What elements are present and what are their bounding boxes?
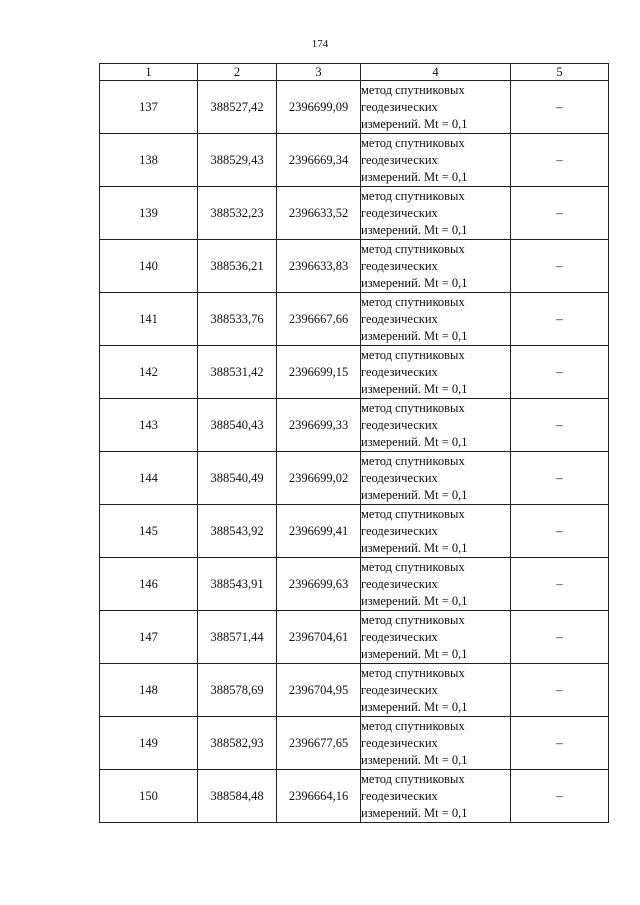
coordinate-y-cell: 2396699,41 xyxy=(277,505,361,558)
method-description-cell xyxy=(361,664,511,717)
method-description-cell xyxy=(361,293,511,346)
note-cell: – xyxy=(511,770,609,823)
method-line: метод спутниковых xyxy=(361,559,465,574)
table-body xyxy=(100,81,609,823)
table-row xyxy=(100,452,609,505)
coordinate-y-cell: 2396699,02 xyxy=(277,452,361,505)
point-number-cell: 148 xyxy=(100,664,198,717)
method-description-cell xyxy=(361,611,511,664)
point-number-cell: 141 xyxy=(100,293,198,346)
method-line: геодезических xyxy=(361,99,438,114)
table-header-row xyxy=(100,64,609,81)
coordinate-y-cell: 2396704,95 xyxy=(277,664,361,717)
method-line: измерений. Mt = 0,1 xyxy=(361,699,468,714)
point-number-cell: 147 xyxy=(100,611,198,664)
method-description-cell xyxy=(361,346,511,399)
note-cell: – xyxy=(511,558,609,611)
coordinate-y-cell: 2396667,66 xyxy=(277,293,361,346)
point-number-cell: 150 xyxy=(100,770,198,823)
method-line: измерений. Mt = 0,1 xyxy=(361,646,468,661)
table-row xyxy=(100,505,609,558)
coordinates-table xyxy=(99,63,609,823)
table-row xyxy=(100,558,609,611)
coordinate-y-cell: 2396664,16 xyxy=(277,770,361,823)
method-line: метод спутниковых xyxy=(361,718,465,733)
method-line: геодезических xyxy=(361,735,438,750)
table-row xyxy=(100,134,609,187)
method-line: геодезических xyxy=(361,417,438,432)
method-line: метод спутниковых xyxy=(361,665,465,680)
method-description-cell xyxy=(361,505,511,558)
note-cell: – xyxy=(511,452,609,505)
table-row xyxy=(100,664,609,717)
table-row xyxy=(100,770,609,823)
method-line: измерений. Mt = 0,1 xyxy=(361,752,468,767)
method-line: метод спутниковых xyxy=(361,506,465,521)
coordinate-x-cell: 388571,44 xyxy=(198,611,277,664)
method-line: геодезических xyxy=(361,470,438,485)
method-line: метод спутниковых xyxy=(361,294,465,309)
coordinate-y-cell: 2396699,63 xyxy=(277,558,361,611)
method-description-cell xyxy=(361,134,511,187)
method-line: метод спутниковых xyxy=(361,453,465,468)
table-row xyxy=(100,611,609,664)
coordinate-x-cell: 388532,23 xyxy=(198,187,277,240)
method-line: геодезических xyxy=(361,629,438,644)
coordinate-x-cell: 388531,42 xyxy=(198,346,277,399)
method-description-cell xyxy=(361,81,511,134)
method-line: метод спутниковых xyxy=(361,400,465,415)
method-line: геодезических xyxy=(361,788,438,803)
method-description-cell xyxy=(361,399,511,452)
table-row xyxy=(100,717,609,770)
note-cell: – xyxy=(511,717,609,770)
coordinate-y-cell: 2396699,09 xyxy=(277,81,361,134)
method-line: метод спутниковых xyxy=(361,347,465,362)
header-cell-5: 5 xyxy=(511,64,609,81)
note-cell: – xyxy=(511,187,609,240)
note-cell: – xyxy=(511,611,609,664)
note-cell: – xyxy=(511,81,609,134)
method-description-cell xyxy=(361,240,511,293)
coordinate-y-cell: 2396633,52 xyxy=(277,187,361,240)
coordinate-y-cell: 2396699,33 xyxy=(277,399,361,452)
method-description-cell xyxy=(361,187,511,240)
method-line: метод спутниковых xyxy=(361,135,465,150)
point-number-cell: 142 xyxy=(100,346,198,399)
note-cell: – xyxy=(511,505,609,558)
method-line: геодезических xyxy=(361,523,438,538)
method-line: метод спутниковых xyxy=(361,82,465,97)
point-number-cell: 139 xyxy=(100,187,198,240)
method-line: измерений. Mt = 0,1 xyxy=(361,381,468,396)
point-number-cell: 144 xyxy=(100,452,198,505)
method-line: измерений. Mt = 0,1 xyxy=(361,593,468,608)
table-row xyxy=(100,293,609,346)
note-cell: – xyxy=(511,240,609,293)
point-number-cell: 140 xyxy=(100,240,198,293)
method-line: геодезических xyxy=(361,311,438,326)
header-cell-4: 4 xyxy=(361,64,511,81)
method-line: измерений. Mt = 0,1 xyxy=(361,540,468,555)
note-cell: – xyxy=(511,293,609,346)
coordinate-y-cell: 2396699,15 xyxy=(277,346,361,399)
method-line: метод спутниковых xyxy=(361,241,465,256)
coordinate-x-cell: 388578,69 xyxy=(198,664,277,717)
note-cell: – xyxy=(511,346,609,399)
point-number-cell: 143 xyxy=(100,399,198,452)
method-line: измерений. Mt = 0,1 xyxy=(361,222,468,237)
table-row xyxy=(100,346,609,399)
method-line: измерений. Mt = 0,1 xyxy=(361,328,468,343)
header-cell-1: 1 xyxy=(100,64,198,81)
coordinate-y-cell: 2396633,83 xyxy=(277,240,361,293)
coordinate-x-cell: 388527,42 xyxy=(198,81,277,134)
coordinate-y-cell: 2396704,61 xyxy=(277,611,361,664)
page-number: 174 xyxy=(311,38,329,50)
coordinate-x-cell: 388543,91 xyxy=(198,558,277,611)
method-line: измерений. Mt = 0,1 xyxy=(361,275,468,290)
coordinate-x-cell: 388533,76 xyxy=(198,293,277,346)
note-cell: – xyxy=(511,399,609,452)
table-row xyxy=(100,240,609,293)
method-line: геодезических xyxy=(361,576,438,591)
method-line: геодезических xyxy=(361,258,438,273)
note-cell: – xyxy=(511,664,609,717)
note-cell: – xyxy=(511,134,609,187)
coordinate-x-cell: 388582,93 xyxy=(198,717,277,770)
method-line: измерений. Mt = 0,1 xyxy=(361,169,468,184)
method-description-cell xyxy=(361,558,511,611)
method-description-cell xyxy=(361,452,511,505)
coordinate-y-cell: 2396677,65 xyxy=(277,717,361,770)
coordinate-x-cell: 388584,48 xyxy=(198,770,277,823)
method-line: метод спутниковых xyxy=(361,771,465,786)
point-number-cell: 138 xyxy=(100,134,198,187)
method-line: измерений. Mt = 0,1 xyxy=(361,116,468,131)
header-cell-3: 3 xyxy=(277,64,361,81)
coordinate-y-cell: 2396669,34 xyxy=(277,134,361,187)
table-row xyxy=(100,187,609,240)
method-line: измерений. Mt = 0,1 xyxy=(361,487,468,502)
point-number-cell: 145 xyxy=(100,505,198,558)
coordinate-x-cell: 388540,43 xyxy=(198,399,277,452)
method-line: геодезических xyxy=(361,205,438,220)
method-line: измерений. Mt = 0,1 xyxy=(361,805,468,820)
point-number-cell: 149 xyxy=(100,717,198,770)
method-line: геодезических xyxy=(361,152,438,167)
method-description-cell xyxy=(361,717,511,770)
point-number-cell: 137 xyxy=(100,81,198,134)
coordinate-x-cell: 388543,92 xyxy=(198,505,277,558)
method-description-cell xyxy=(361,770,511,823)
coordinate-x-cell: 388536,21 xyxy=(198,240,277,293)
coordinate-x-cell: 388540,49 xyxy=(198,452,277,505)
header-cell-2: 2 xyxy=(198,64,277,81)
coordinate-x-cell: 388529,43 xyxy=(198,134,277,187)
table-row xyxy=(100,399,609,452)
point-number-cell: 146 xyxy=(100,558,198,611)
method-line: измерений. Mt = 0,1 xyxy=(361,434,468,449)
method-line: метод спутниковых xyxy=(361,188,465,203)
method-line: метод спутниковых xyxy=(361,612,465,627)
table-row xyxy=(100,81,609,134)
method-line: геодезических xyxy=(361,364,438,379)
method-line: геодезических xyxy=(361,682,438,697)
